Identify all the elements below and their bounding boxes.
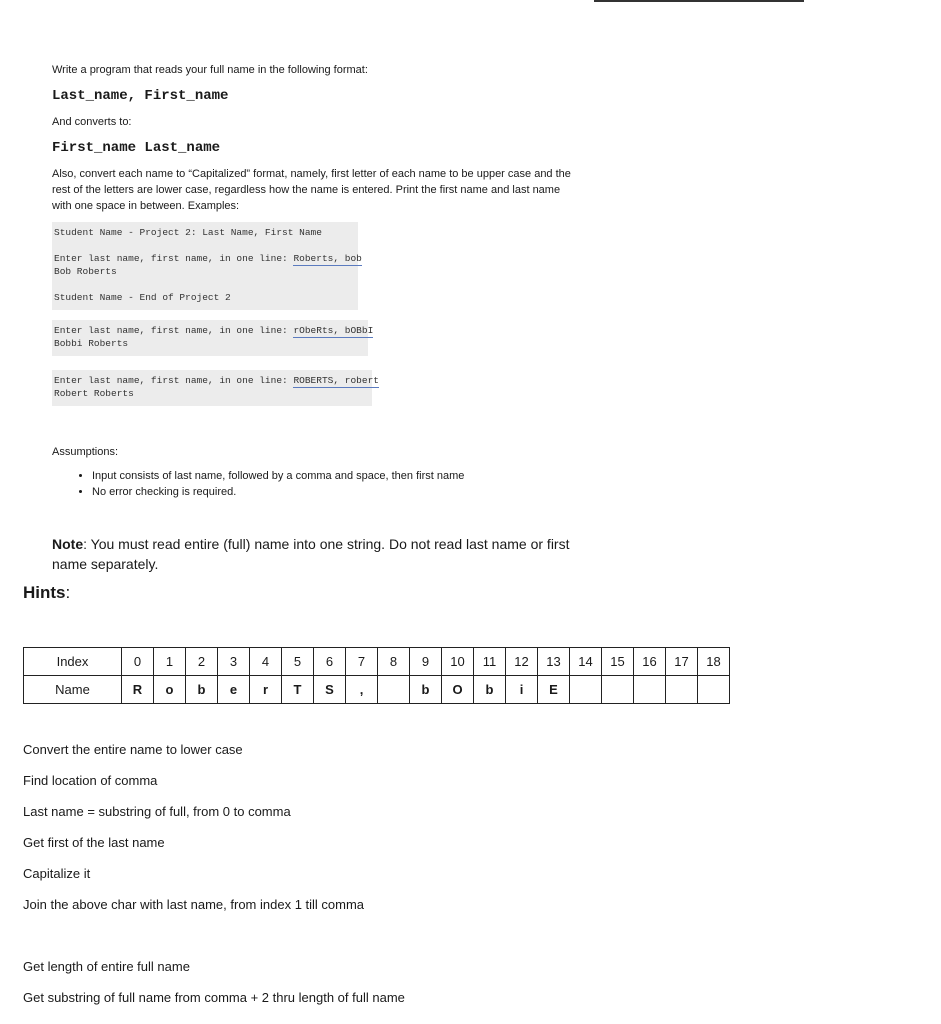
example-1-prompt-line (54, 252, 362, 265)
index-cell: 14 (570, 648, 602, 676)
char-cell: r (250, 676, 282, 704)
char-cell: T (282, 676, 314, 704)
note-label: Note (52, 536, 84, 552)
index-row (24, 648, 730, 676)
char-cell (666, 676, 698, 704)
index-cell: 10 (442, 648, 474, 676)
example-1-header: Student Name - Project 2: Last Name, First Name (54, 227, 322, 238)
hint-step: Convert the entire name to lower case (23, 742, 243, 757)
char-cell: b (186, 676, 218, 704)
hints-heading (23, 583, 70, 603)
hint-step: Get length of entire full name (23, 959, 190, 974)
hint-step: Get substring of full name from comma + 2 thru length of full name (23, 990, 405, 1005)
index-cell: 4 (250, 648, 282, 676)
char-cell: i (506, 676, 538, 704)
note-text: : You must read entire (full) name into one string. Do not read last name or first name separately. (52, 536, 570, 572)
index-cell: 13 (538, 648, 570, 676)
index-cell: 9 (410, 648, 442, 676)
char-cell: b (410, 676, 442, 704)
top-edge-line (594, 0, 804, 2)
char-cell: , (346, 676, 378, 704)
index-cell: 7 (346, 648, 378, 676)
hint-step-spacer (23, 925, 405, 956)
example-3-output: Robert Roberts (54, 388, 134, 399)
index-table (23, 647, 730, 704)
name-row (24, 676, 730, 704)
index-cell: 6 (314, 648, 346, 676)
example-2-input: rObeRts, bOBbI (293, 325, 374, 336)
hints-colon: : (65, 583, 71, 602)
char-cell: E (538, 676, 570, 704)
char-cell: b (474, 676, 506, 704)
example-1-prompt: Enter last name, first name, in one line: (54, 253, 294, 264)
index-cell: 2 (186, 648, 218, 676)
example-3 (52, 370, 379, 406)
example-1-output: Bob Roberts (54, 266, 117, 277)
hint-step: Capitalize it (23, 866, 91, 881)
char-cell (602, 676, 634, 704)
index-cell: 0 (122, 648, 154, 676)
index-cell: 11 (474, 648, 506, 676)
example-1 (52, 222, 362, 310)
index-cell: 17 (666, 648, 698, 676)
assumption-item: • No error checking is required. (92, 484, 572, 500)
example-3-prompt-line (54, 374, 379, 387)
char-cell: e (218, 676, 250, 704)
intro-text: Write a program that reads your full name in the following format: (52, 64, 368, 76)
index-cell: 1 (154, 648, 186, 676)
note (52, 534, 572, 574)
assumption-item: • Input consists of last name, followed by a comma and space, then first name (92, 468, 572, 484)
assumptions-list (52, 468, 572, 500)
index-cell: 16 (634, 648, 666, 676)
index-cell: 5 (282, 648, 314, 676)
hint-step: Find location of comma (23, 773, 158, 788)
index-cell: 3 (218, 648, 250, 676)
example-2-prompt: Enter last name, first name, in one line: (54, 325, 294, 336)
hint-steps (23, 739, 405, 1018)
hints-title: Hints (23, 583, 66, 602)
description-text: Also, convert each name to “Capitalized” format, namely, first letter of each name to be upper case and the rest of the letters are lower case, regardless how the name is entered. Print the first name and last name with one space in between. Examples: (52, 168, 571, 212)
name-label: Name (24, 676, 122, 704)
example-2-prompt-line (54, 324, 374, 337)
example-1-footer: Student Name - End of Project 2 (54, 292, 231, 303)
example-1-input: Roberts, bob (293, 253, 362, 264)
char-cell (634, 676, 666, 704)
assumptions-label: Assumptions: (52, 446, 119, 458)
char-cell: O (442, 676, 474, 704)
char-cell (378, 676, 410, 704)
hint-step: Get first of the last name (23, 835, 165, 850)
example-2-output: Bobbi Roberts (54, 338, 129, 349)
output-format: First_name Last_name (52, 140, 221, 156)
char-cell (698, 676, 730, 704)
index-cell: 12 (506, 648, 538, 676)
char-cell: o (154, 676, 186, 704)
converts-label: And converts to: (52, 116, 132, 128)
example-3-prompt: Enter last name, first name, in one line: (54, 375, 294, 386)
problem-statement (52, 62, 572, 574)
char-cell (570, 676, 602, 704)
index-label: Index (24, 648, 122, 676)
char-cell: S (314, 676, 346, 704)
example-2 (52, 320, 374, 356)
index-cell: 15 (602, 648, 634, 676)
index-cell: 18 (698, 648, 730, 676)
hint-step: Last name = substring of full, from 0 to comma (23, 804, 291, 819)
example-3-input: ROBERTS, robert (293, 375, 379, 386)
char-cell: R (122, 676, 154, 704)
index-cell: 8 (378, 648, 410, 676)
input-format: Last_name, First_name (52, 88, 229, 104)
hint-step: Join the above char with last name, from index 1 till comma (23, 897, 365, 912)
